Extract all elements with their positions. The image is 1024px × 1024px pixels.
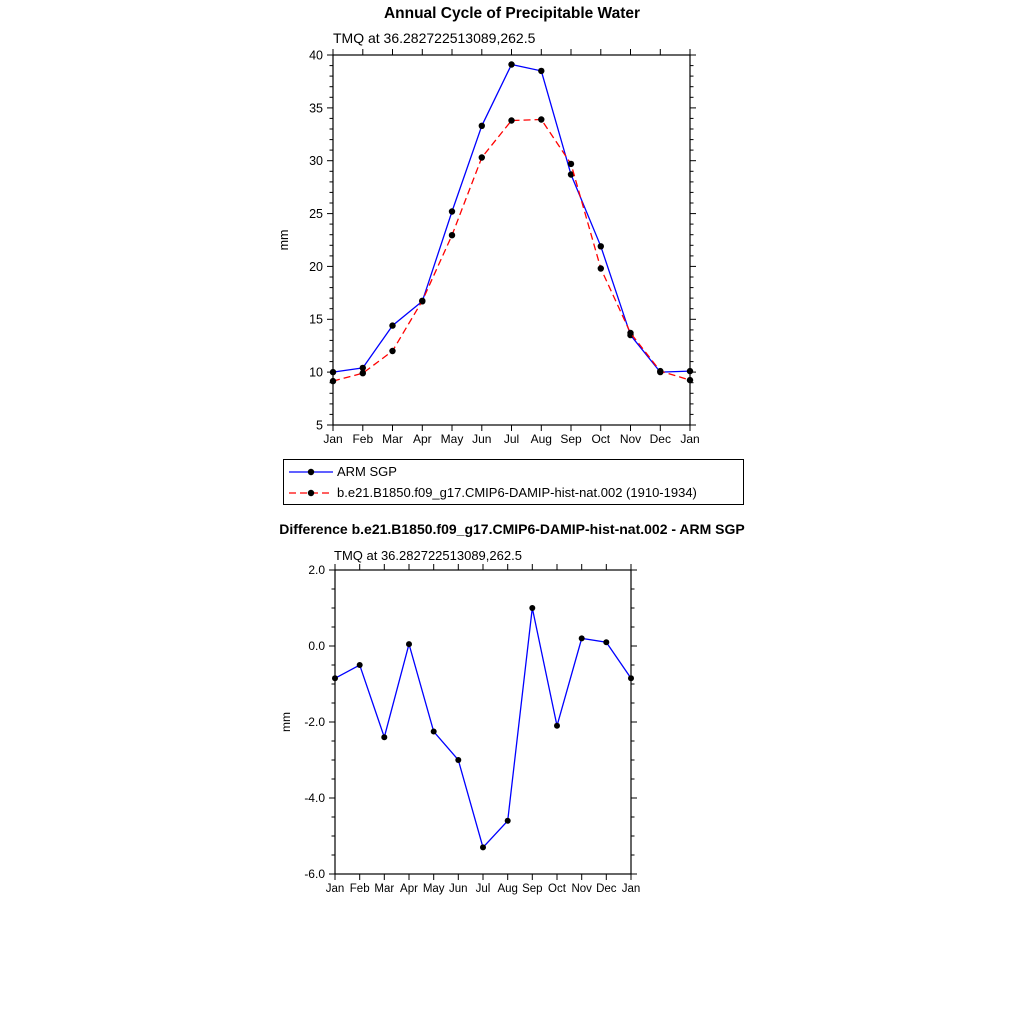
y-tick-label: 25 bbox=[309, 206, 323, 221]
y-tick-label: 40 bbox=[309, 48, 323, 63]
x-tick-label: Dec bbox=[649, 432, 671, 446]
legend-line-blue-solid-icon bbox=[287, 464, 335, 480]
plot-frame bbox=[333, 55, 690, 425]
x-tick-label: Apr bbox=[412, 432, 432, 446]
x-tick-label: May bbox=[422, 883, 445, 895]
data-point-marker bbox=[406, 641, 412, 647]
x-tick-label: Jul bbox=[503, 432, 520, 446]
data-point-marker bbox=[505, 818, 511, 824]
x-tick-label: Feb bbox=[349, 883, 370, 895]
data-point-marker bbox=[330, 369, 336, 375]
data-point-marker bbox=[449, 232, 455, 238]
y-tick-label: -2.0 bbox=[304, 715, 325, 730]
data-point-marker bbox=[554, 723, 560, 729]
y-tick-label: 2.0 bbox=[308, 563, 325, 578]
x-tick-label: Jul bbox=[475, 883, 491, 895]
y-tick-label: -4.0 bbox=[304, 791, 325, 806]
data-point-marker bbox=[389, 322, 395, 328]
y-tick-label: 0.0 bbox=[308, 639, 325, 654]
x-tick-label: Jan bbox=[621, 883, 641, 895]
data-point-marker bbox=[479, 123, 485, 129]
data-point-marker bbox=[381, 734, 387, 740]
x-tick-label: Jun bbox=[449, 883, 468, 895]
data-point-marker bbox=[508, 117, 514, 123]
data-point-marker bbox=[529, 605, 535, 611]
x-tick-label: Oct bbox=[591, 432, 611, 446]
data-point-marker bbox=[455, 757, 461, 763]
data-point-marker bbox=[508, 61, 514, 67]
data-point-marker bbox=[479, 154, 485, 160]
x-tick-label: May bbox=[440, 432, 464, 446]
data-point-marker bbox=[330, 378, 336, 384]
data-point-marker bbox=[568, 161, 574, 167]
data-point-marker bbox=[628, 675, 634, 681]
legend-item-model bbox=[284, 482, 743, 503]
x-tick-label: Aug bbox=[530, 432, 552, 446]
y-tick-label: 15 bbox=[309, 312, 323, 327]
y-tick-label: 5 bbox=[316, 418, 323, 433]
data-point-marker bbox=[480, 844, 486, 850]
chart1-plot-layer bbox=[309, 48, 700, 446]
data-point-marker bbox=[538, 116, 544, 122]
x-tick-label: Oct bbox=[548, 883, 566, 895]
y-tick-label: 30 bbox=[309, 154, 323, 169]
chart1-ylabel: mm bbox=[277, 229, 291, 251]
annual-cycle-plot bbox=[260, 40, 740, 458]
data-point-marker bbox=[687, 377, 693, 383]
chart2-plot-layer bbox=[304, 563, 640, 895]
x-tick-label: Apr bbox=[400, 883, 418, 895]
data-point-marker bbox=[603, 639, 609, 645]
y-tick-label: 10 bbox=[309, 365, 323, 380]
y-tick-label: 20 bbox=[309, 259, 323, 274]
chart1-title: Annual Cycle of Precipitable Water bbox=[383, 5, 641, 22]
x-tick-label: Dec bbox=[596, 883, 617, 895]
data-point-marker bbox=[598, 265, 604, 271]
data-point-marker bbox=[419, 298, 425, 304]
legend-item-arm-sgp bbox=[284, 461, 743, 482]
data-point-marker bbox=[538, 68, 544, 74]
x-tick-label: Jan bbox=[323, 432, 343, 446]
data-point-marker bbox=[360, 370, 366, 376]
y-tick-label: -6.0 bbox=[304, 867, 325, 882]
data-point-marker bbox=[627, 330, 633, 336]
chart1-subtitle: TMQ at 36.282722513089,262.5 bbox=[333, 30, 536, 46]
x-tick-label: Nov bbox=[571, 883, 592, 895]
x-tick-label: Jan bbox=[325, 883, 345, 895]
x-tick-label: Jan bbox=[680, 432, 700, 446]
data-point-marker bbox=[332, 675, 338, 681]
data-point-marker bbox=[598, 243, 604, 249]
x-tick-label: Aug bbox=[497, 883, 518, 895]
legend-label-arm-sgp: ARM SGP bbox=[337, 464, 397, 479]
data-point-marker bbox=[657, 368, 663, 374]
chart2-subtitle: TMQ at 36.282722513089,262.5 bbox=[334, 548, 522, 563]
x-tick-label: Mar bbox=[382, 432, 403, 446]
legend bbox=[283, 459, 744, 505]
difference-plot bbox=[260, 555, 740, 907]
y-tick-label: 35 bbox=[309, 101, 323, 116]
x-tick-label: Nov bbox=[619, 432, 642, 446]
chart2-ylabel: mm bbox=[279, 712, 293, 732]
series-line-arm-sgp bbox=[333, 65, 690, 373]
data-point-marker bbox=[389, 348, 395, 354]
chart2-title: Difference b.e21.B1850.f09_g17.CMIP6-DAMIP-hist-nat.002 - ARM SGP bbox=[279, 521, 745, 537]
x-tick-label: Sep bbox=[522, 883, 543, 895]
data-point-marker bbox=[449, 208, 455, 214]
series-line-difference bbox=[335, 608, 631, 847]
legend-line-red-dashed-icon bbox=[287, 485, 335, 501]
x-tick-label: Feb bbox=[352, 432, 374, 446]
data-point-marker bbox=[357, 662, 363, 668]
x-tick-label: Sep bbox=[560, 432, 582, 446]
legend-label-model: b.e21.B1850.f09_g17.CMIP6-DAMIP-hist-nat.002 (1910-1934) bbox=[337, 485, 697, 500]
x-tick-label: Mar bbox=[374, 883, 395, 895]
x-tick-label: Jun bbox=[472, 432, 492, 446]
data-point-marker bbox=[431, 729, 437, 735]
data-point-marker bbox=[687, 368, 693, 374]
data-point-marker bbox=[579, 635, 585, 641]
